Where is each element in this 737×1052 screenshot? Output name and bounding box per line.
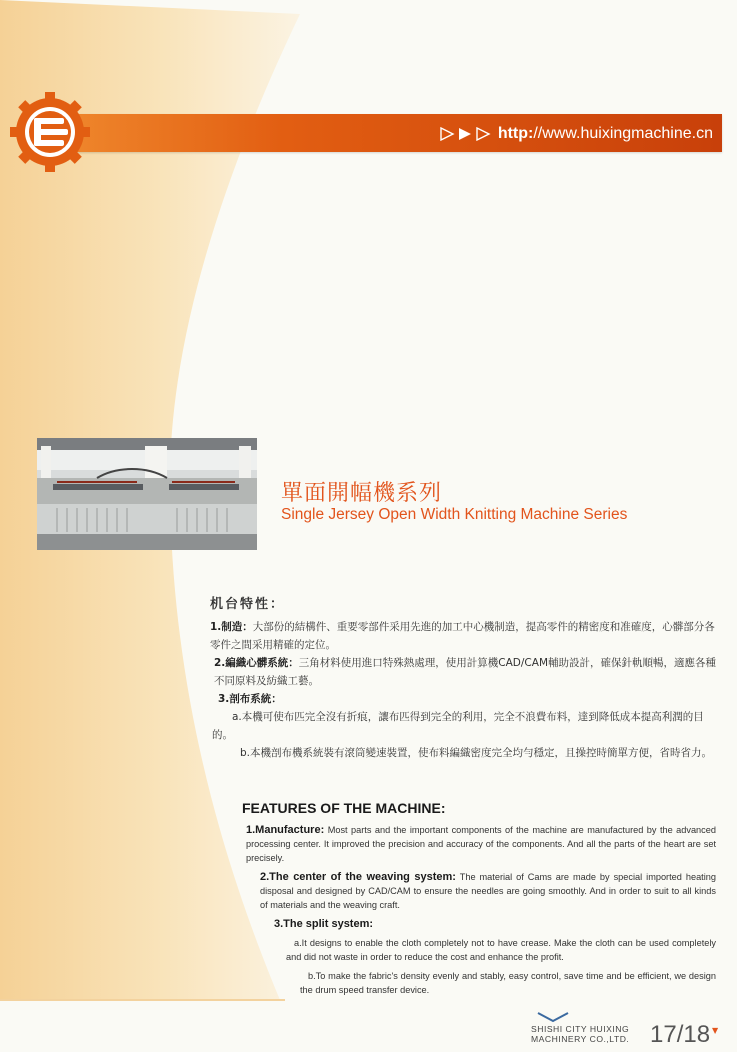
- en-feature-item-3a: a.It designs to enable the cloth completely not to have crease. Make the cloth can be used completely and did not waste in order to reduce the cost and enhance the profit.: [286, 938, 716, 962]
- cn-feature-item-3b: b.本機剖布機系統裝有滾筒變速裝置，使布料編織密度完全均勻穩定，且操控時簡單方便，省時省力。: [240, 747, 713, 759]
- en-feature-text: Most parts and the important components of the machine are manufactured by the advanced processing center. It improved the precision and accuracy of the components. And all the parts of the heart are set precisely.: [246, 825, 716, 863]
- en-feature-item-3: [242, 917, 716, 931]
- en-feature-item-1: [242, 823, 716, 865]
- chevron-down-icon: [536, 1010, 570, 1024]
- cn-feature-label: 1.制造：: [210, 621, 253, 633]
- en-feature-item-3b: b.To make the fabric's density evenly and stably, easy control, save time and be efficient, we design the drum speed transfer device.: [300, 971, 716, 995]
- cn-features-section: [210, 596, 716, 762]
- page-number: 17/18: [650, 1021, 711, 1048]
- cn-feature-item-1: [210, 618, 716, 654]
- company-name: [531, 1024, 629, 1044]
- en-feature-label: 2.The center of the weaving system:: [260, 871, 456, 883]
- en-features-heading: FEATURES OF THE MACHINE:: [242, 800, 446, 816]
- company-name-line2: MACHINERY CO.,LTD.: [531, 1034, 630, 1044]
- cn-feature-item-2: [210, 654, 716, 690]
- url-address: //www.huixingmachine.cn: [533, 125, 713, 142]
- en-feature-item-2: [242, 870, 716, 912]
- en-features-section: [242, 801, 716, 1002]
- gear-logo-icon: [10, 92, 90, 172]
- product-title-cn: 單面開幅機系列: [281, 481, 443, 506]
- cn-features-heading: 机台特性：: [210, 597, 286, 612]
- en-feature-label: 1.Manufacture:: [246, 824, 325, 836]
- cn-feature-item-3a: a.本機可使布匹完全沒有折痕，讓布匹得到完全的利用，完全不浪費布料，達到降低成本提高利潤的目的。: [212, 711, 704, 741]
- company-name-line1: SHISHI CITY HUIXING: [531, 1024, 630, 1034]
- product-title-en: Single Jersey Open Width Knitting Machine Series: [281, 506, 628, 523]
- cn-feature-text: 三角材料使用進口特殊熱處理，使用計算機CAD/CAM輔助設計，確保針軌順暢，適應各種不同原料及紡織工藝。: [214, 657, 717, 687]
- url-scheme: http:: [497, 125, 534, 142]
- en-feature-text: The material of Cams are made by special imported heating disposal and designed by CAD/CAM to ensure the needles are going smoothly. And in order to suit to all kinds of materials and the weaving craft.: [260, 872, 716, 910]
- cn-feature-label: 3.剖布系統：: [218, 693, 282, 705]
- play-arrows-icon: [440, 127, 492, 141]
- website-url[interactable]: [440, 123, 713, 145]
- cn-feature-item-3: [210, 690, 716, 708]
- en-feature-label: 3.The split system:: [274, 918, 374, 930]
- cn-feature-text: 大部份的結構件、重要零部件采用先進的加工中心機制造，提高零件的精密度和准確度，心髒部分各零件之間采用精確的定位。: [210, 621, 715, 651]
- cn-feature-label: 2.編織心髒系統：: [214, 657, 299, 669]
- knitting-machine-photo: [37, 438, 257, 550]
- page-marker-icon: ▼: [712, 1026, 719, 1035]
